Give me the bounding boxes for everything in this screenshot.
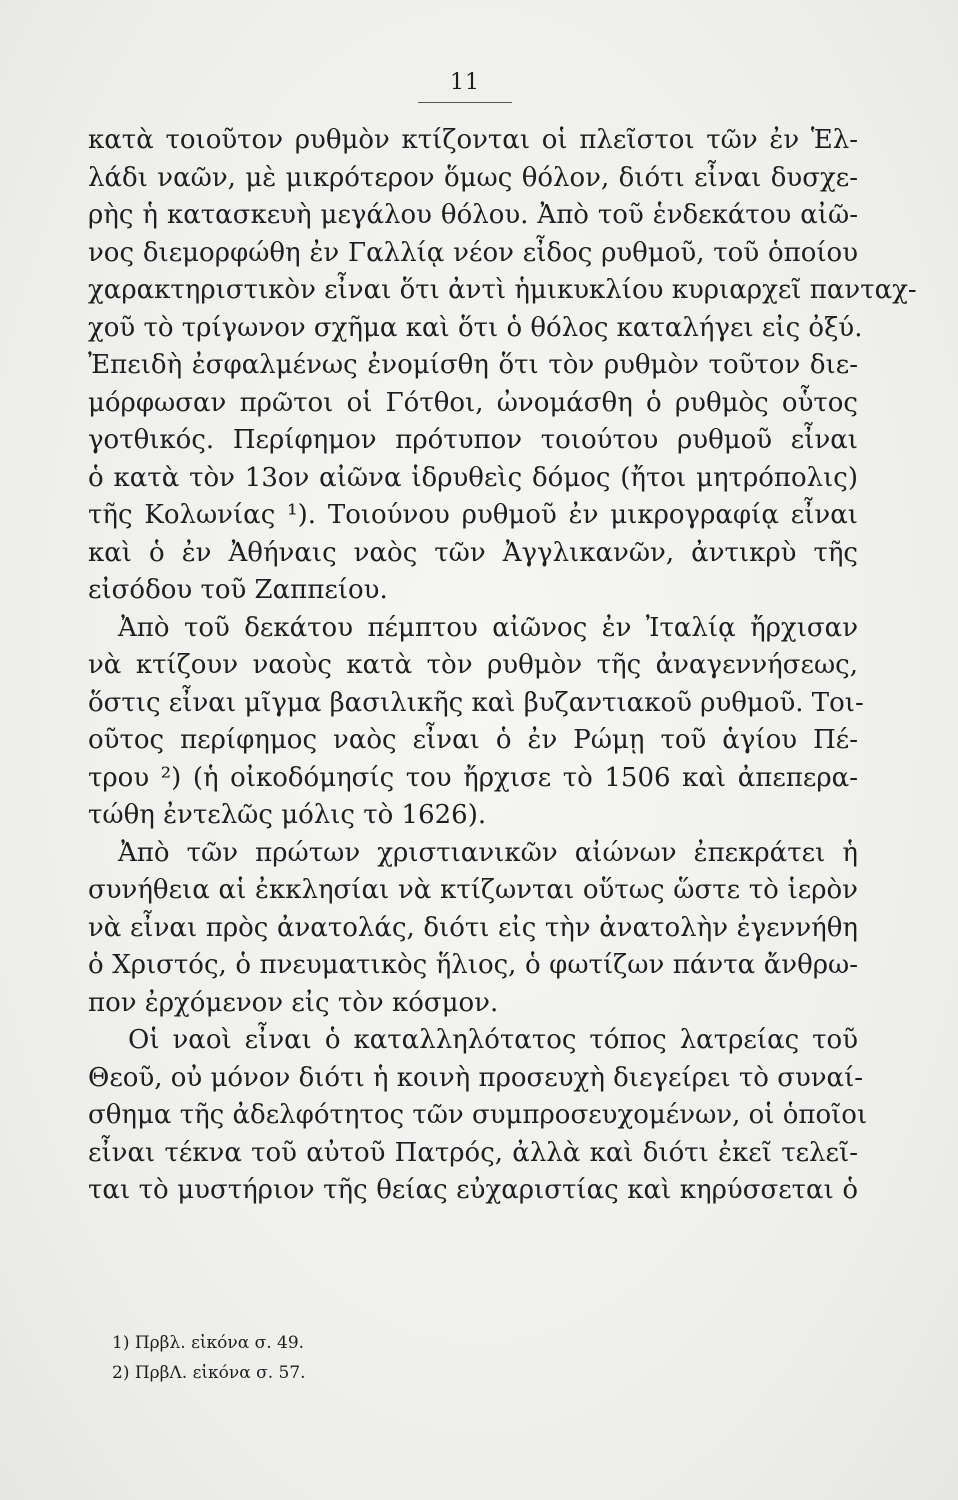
text-line: σθημα τῆς ἀδελφότητος τῶν συμπροσευχομένων, οἱ ὁποῖοι	[88, 1100, 868, 1130]
text-line: νὰ εἶναι πρὸς ἀνατολάς, διότι εἰς τὴν ἀνατολὴν ἐγεννήθη	[88, 912, 858, 943]
text-line: ται τὸ μυστήριον τῆς θείας εὐχαριστίας καὶ κηρύσσεται ὁ	[88, 1175, 858, 1205]
text-line: Οἱ ναοὶ εἶναι ὁ καταλληλότατος τόπος λατρείας τοῦ	[128, 1025, 858, 1055]
text-line: εἰσόδου τοῦ Ζαππείου.	[88, 575, 388, 605]
header-rule	[418, 102, 512, 103]
footnotes	[112, 1328, 512, 1388]
footnote: 1) Πρβλ. εἰκόνα σ. 49.	[112, 1333, 305, 1353]
text-line: γοτθικός. Περίφημον πρότυπον τοιούτου ρυθμοῦ εἶναι	[88, 425, 858, 455]
text-line: χαρακτηριστικὸν εἶναι ὅτι ἀντὶ ἡμικυκλίου κυριαρχεῖ πανταχ-	[88, 275, 917, 305]
text-line: τρου ²) (ἡ οἰκοδόμησίς του ἤρχισε τὸ 1506 καὶ ἀπεπερα-	[88, 762, 858, 793]
text-line: καὶ ὁ ἐν Ἀθήναις ναὸς τῶν Ἀγγλικανῶν, ἀντικρὺ τῆς	[88, 537, 858, 568]
text-line: ὁ κατὰ τὸν 13ον αἰῶνα ἱδρυθεὶς δόμος (ἤτοι μητρόπολις)	[88, 462, 858, 493]
text-line: νὰ κτίζουν ναοὺς κατὰ τὸν ρυθμὸν τῆς ἀναγεννήσεως,	[88, 650, 858, 680]
text-line: ὁ Χριστός, ὁ πνευματικὸς ἥλιος, ὁ φωτίζων πάντα ἄνθρω-	[88, 950, 858, 980]
text-line: Θεοῦ, οὐ μόνον διότι ἡ κοινὴ προσευχὴ διεγείρει τὸ συναί-	[88, 1062, 864, 1093]
text-line: οῦτος περίφημος ναὸς εἶναι ὁ ἐν Ρώμῃ τοῦ ἁγίου Πέ-	[88, 725, 858, 755]
text-line: τῆς Κολωνίας ¹). Τοιούνου ρυθμοῦ ἐν μικρογραφίᾳ εἶναι	[88, 500, 858, 530]
text-line: κατὰ τοιοῦτον ρυθμὸν κτίζονται οἱ πλεῖστοι τῶν ἐν Ἑλ-	[88, 125, 858, 155]
text-line: πον ἐρχόμενον εἰς τὸν κόσμον.	[88, 987, 499, 1018]
text-line: ὅστις εἶναι μῖγμα βασιλικῆς καὶ βυζαντιακοῦ ρυθμοῦ. Τοι-	[88, 687, 864, 718]
body-text	[88, 122, 917, 1210]
page-number: 11	[450, 70, 480, 95]
text-line: ρὴς ἡ κατασκευὴ μεγάλου θόλου. Ἀπὸ τοῦ ἑνδεκάτου αἰῶ-	[88, 200, 858, 230]
text-line: Ἀπὸ τοῦ δεκάτου πέμπτου αἰῶνος ἐν Ἰταλίᾳ ἤρχισαν	[118, 612, 858, 643]
footnote: 2) ΠρβΛ. εἰκόνα σ. 57.	[112, 1363, 306, 1383]
text-line: χοῦ τὸ τρίγωνον σχῆμα καὶ ὅτι ὁ θόλος καταλήγει εἰς ὀξύ.	[88, 312, 863, 343]
text-line: Ἐπειδὴ ἐσφαλμένως ἐνομίσθη ὅτι τὸν ρυθμὸν τοῦτον διε-	[88, 350, 858, 380]
text-line: μόρφωσαν πρῶτοι οἱ Γότθοι, ὠνομάσθη ὁ ρυθμὸς οὗτος	[88, 387, 858, 418]
text-line: συνήθεια αἱ ἐκκλησίαι νὰ κτίζωνται οὕτως ὥστε τὸ ἱερὸν	[88, 875, 858, 905]
text-line: λάδι ναῶν, μὲ μικρότερον ὅμως θόλον, διότι εἶναι δυσχε-	[88, 162, 858, 193]
text-line: Ἀπὸ τῶν πρώτων χριστιανικῶν αἰώνων ἐπεκράτει ἡ	[118, 837, 858, 868]
text-line: νος διεμορφώθη ἐν Γαλλίᾳ νέον εἶδος ρυθμοῦ, τοῦ ὁποίου	[88, 237, 858, 268]
text-line: τώθη ἐντελῶς μόλις τὸ 1626).	[88, 800, 487, 830]
text-line: εἶναι τέκνα τοῦ αὐτοῦ Πατρός, ἀλλὰ καὶ διότι ἐκεῖ τελεῖ-	[88, 1137, 858, 1168]
